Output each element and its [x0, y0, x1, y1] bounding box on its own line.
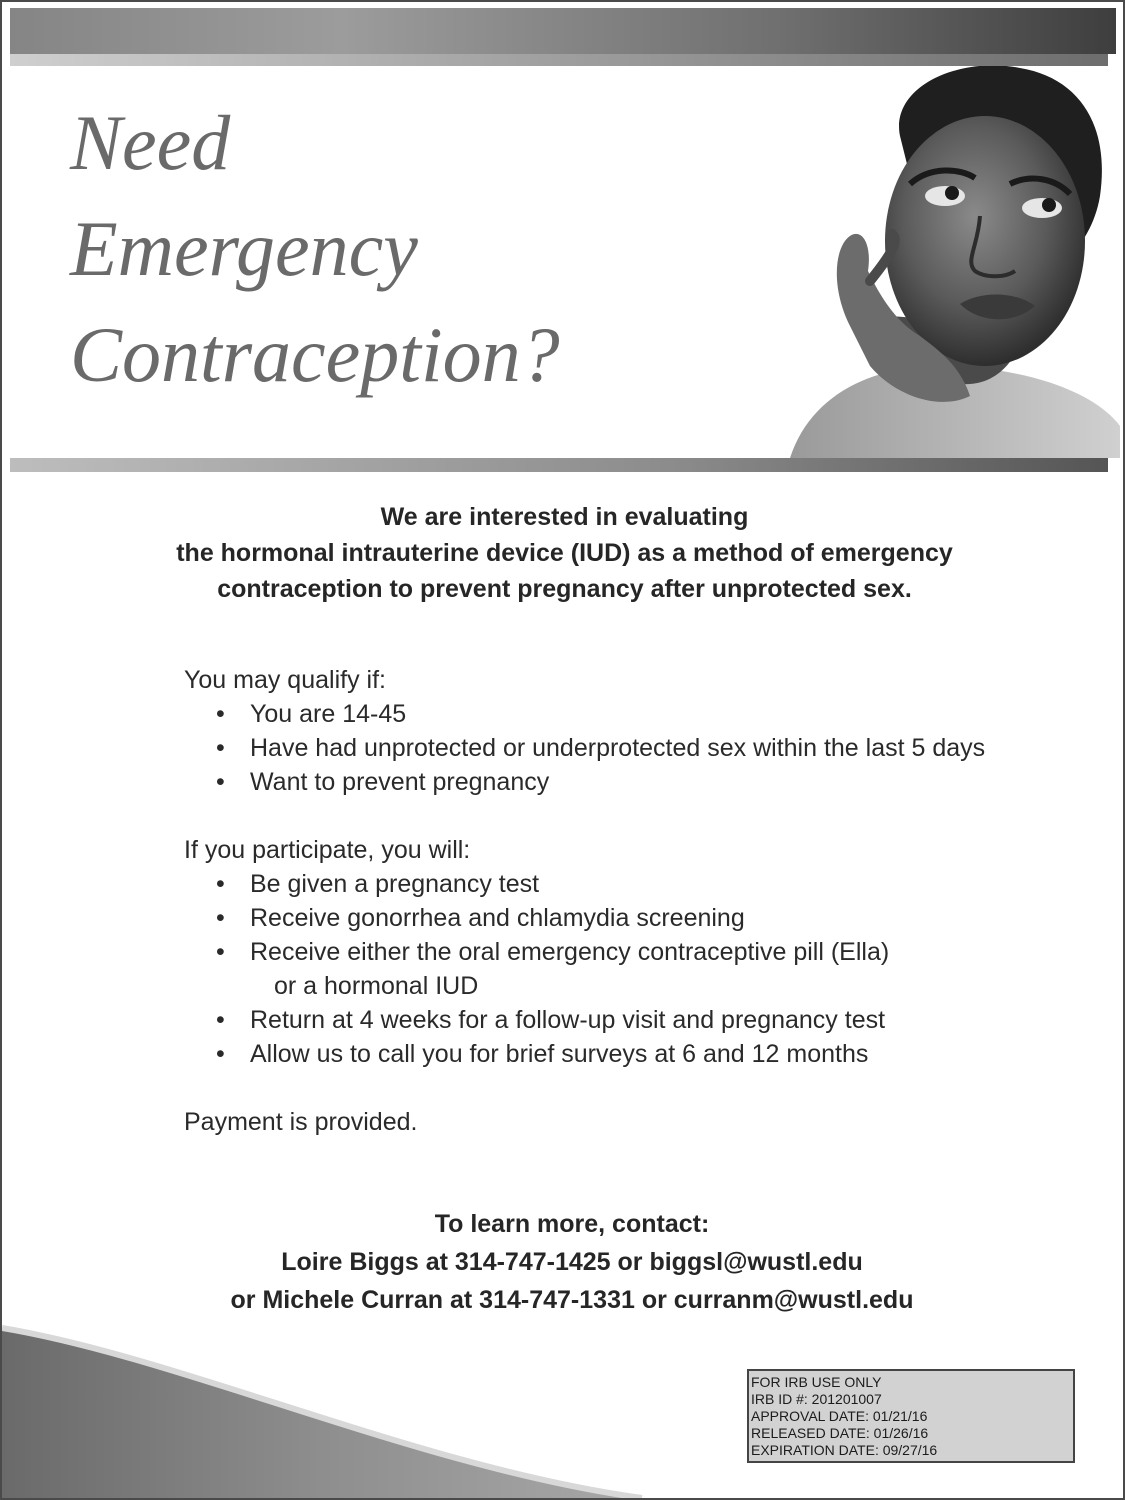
list-item	[184, 731, 985, 765]
participate-heading: If you participate, you will:	[184, 836, 471, 864]
list-item	[184, 901, 889, 935]
intro-line-1: We are interested in evaluating	[380, 503, 749, 531]
list-item	[184, 1003, 889, 1037]
qualify-heading: You may qualify if:	[184, 666, 386, 694]
title-line-3: Contraception?	[70, 311, 560, 398]
contact-heading: To learn more, contact:	[434, 1210, 710, 1238]
bullet: •	[216, 734, 225, 762]
list-item	[184, 1037, 889, 1071]
page-title	[70, 90, 560, 408]
middle-gradient-band	[10, 458, 1108, 472]
irb-line-3: APPROVAL DATE: 01/21/16	[751, 1408, 928, 1424]
title-line-1: Need	[70, 99, 231, 186]
qualify-item-text: Have had unprotected or underprotected sex within the last 5 days	[250, 734, 986, 762]
participate-section	[184, 833, 889, 1071]
bullet: •	[216, 700, 225, 728]
contact-line-1: Loire Biggs at 314-747-1425 or biggsl@wustl.edu	[281, 1248, 863, 1276]
participate-list	[184, 867, 889, 1071]
qualify-item-text: You are 14-45	[250, 700, 407, 728]
irb-stamp	[747, 1369, 1075, 1463]
intro-line-3: contraception to prevent pregnancy after unprotected sex.	[217, 575, 912, 603]
participate-item-text: Receive gonorrhea and chlamydia screening	[250, 904, 745, 932]
list-item	[184, 765, 985, 799]
hero-banner	[10, 66, 1120, 458]
list-item	[184, 867, 889, 901]
participate-item-continuation: or a hormonal IUD	[274, 972, 479, 1000]
list-item	[184, 697, 985, 731]
qualify-section	[184, 663, 985, 799]
contact-line-2: or Michele Curran at 314-747-1331 or curranm@wustl.edu	[230, 1286, 914, 1314]
contact-section	[2, 1205, 1125, 1319]
bullet: •	[216, 870, 225, 898]
irb-line-5: EXPIRATION DATE: 09/27/16	[751, 1442, 938, 1458]
bullet: •	[216, 904, 225, 932]
bullet: •	[216, 768, 225, 796]
irb-line-4: RELEASED DATE: 01/26/16	[751, 1425, 929, 1441]
top-band-highlight	[10, 54, 1108, 66]
woman-portrait-image	[640, 66, 1120, 458]
participate-item-text: Be given a pregnancy test	[250, 870, 540, 898]
bullet: •	[216, 1040, 225, 1068]
participate-item-text: Return at 4 weeks for a follow-up visit and pregnancy test	[250, 1006, 886, 1034]
qualify-item-text: Want to prevent pregnancy	[250, 768, 550, 796]
qualify-list	[184, 697, 985, 799]
bullet: •	[216, 938, 225, 966]
participate-item-text: Allow us to call you for brief surveys at 6 and 12 months	[250, 1040, 869, 1068]
payment-note: Payment is provided.	[184, 1108, 418, 1136]
participate-item-text: Receive either the oral emergency contraceptive pill (Ella)	[250, 938, 890, 966]
list-item	[184, 935, 889, 1003]
top-gradient-band	[10, 8, 1116, 54]
title-line-2: Emergency	[70, 205, 418, 292]
irb-line-2: IRB ID #: 201201007	[751, 1391, 882, 1407]
intro-line-2: the hormonal intrauterine device (IUD) as a method of emergency	[176, 539, 953, 567]
intro-statement	[2, 499, 1125, 607]
irb-line-1: FOR IRB USE ONLY	[751, 1374, 882, 1390]
bullet: •	[216, 1006, 225, 1034]
